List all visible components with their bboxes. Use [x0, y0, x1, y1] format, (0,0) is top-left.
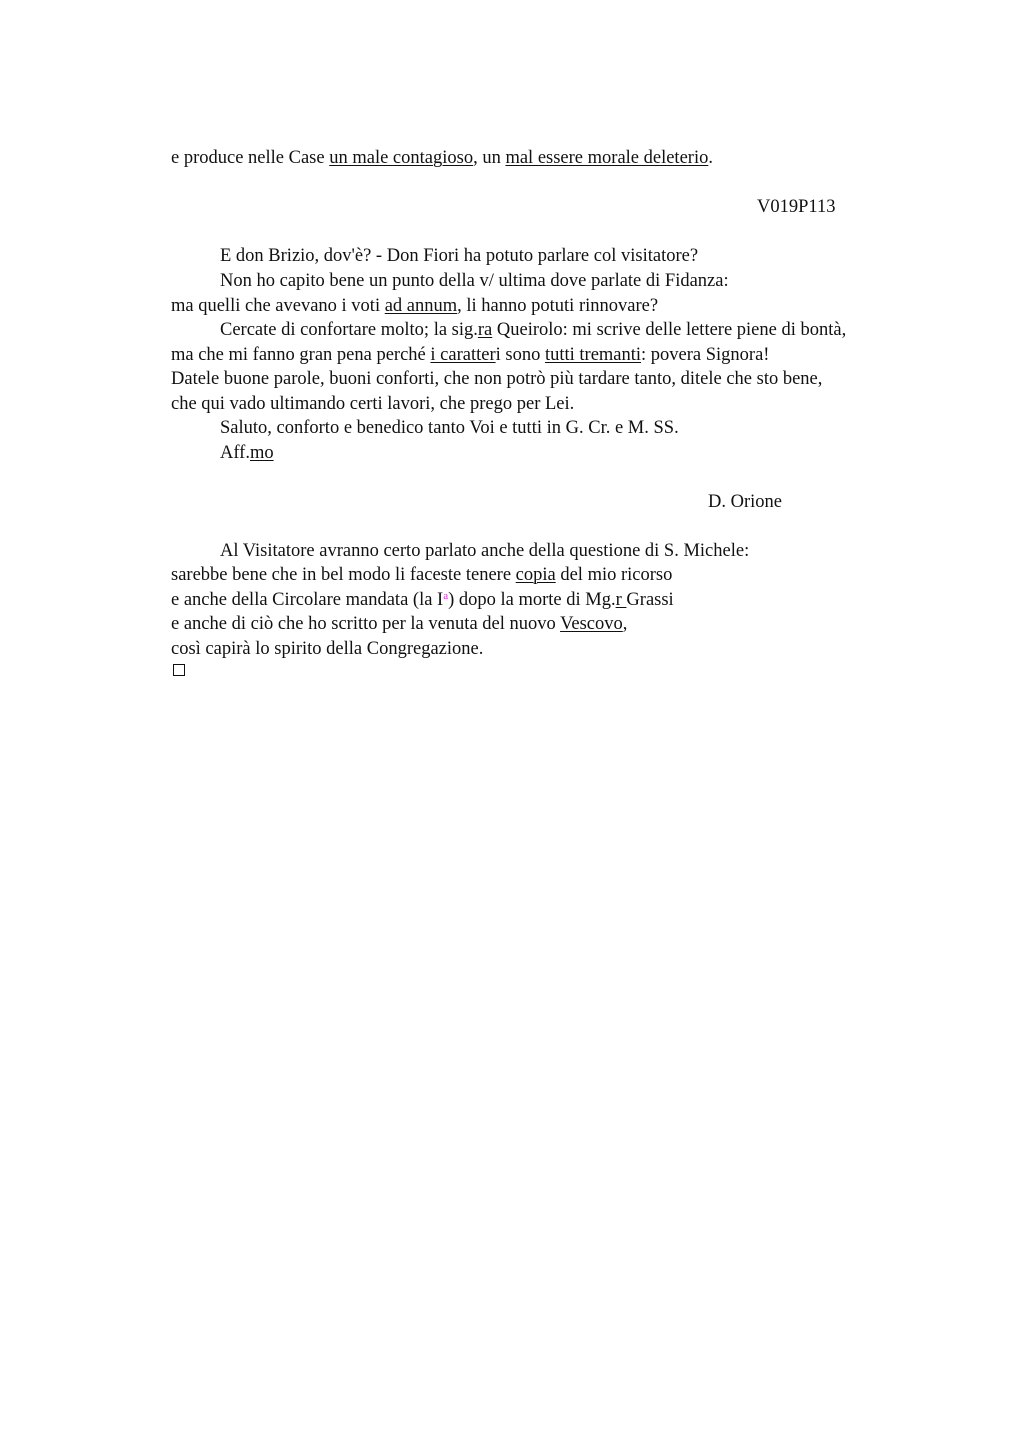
underlined-text: copia — [515, 565, 556, 585]
text-line: Datele buone parole, buoni conforti, che non potrò più tardare tanto, ditele che sto bene, — [171, 369, 823, 389]
text: ) dopo la morte di Mg. — [448, 590, 616, 610]
text: e anche di ciò che ho scritto per la venuta del nuovo — [171, 614, 561, 634]
text-line — [171, 588, 674, 612]
underlined-text: mal essere morale deleterio — [505, 148, 709, 168]
text-line: che qui vado ultimando certi lavori, che prego per Lei. — [171, 394, 575, 414]
underlined-text: i caratter — [430, 345, 496, 365]
text: , un — [473, 148, 506, 168]
text-line — [171, 146, 713, 170]
text-line: così capirà lo spirito della Congregazione. — [171, 639, 484, 659]
text: e anche della Circolare mandata (la I — [171, 590, 444, 610]
text: i sono — [495, 345, 545, 365]
underlined-text: mo — [249, 443, 274, 463]
underlined-text: r — [615, 590, 627, 610]
underlined-text: Vescovo — [560, 614, 623, 634]
text: , li hanno potuti rinnovare? — [457, 296, 659, 316]
underlined-text: tutti tremanti — [544, 345, 642, 365]
text-line — [171, 612, 627, 636]
text-line: Non ho capito bene un punto della v/ ultima dove parlate di Fidanza: — [220, 271, 729, 291]
superscript: a — [443, 590, 449, 602]
text: del mio ricorso — [555, 565, 673, 585]
text: Aff. — [220, 443, 250, 463]
text: . — [708, 148, 713, 168]
text: ma che mi fanno gran pena perché — [171, 345, 431, 365]
text: sarebbe bene che in bel modo li faceste tenere — [171, 565, 516, 585]
page-reference: V019P113 — [757, 197, 836, 217]
text: e produce nelle Case — [171, 148, 330, 168]
text-line: Al Visitatore avranno certo parlato anche della questione di S. Michele: — [220, 541, 750, 561]
text-line: E don Brizio, dov'è? - Don Fiori ha potuto parlare col visitatore? — [220, 246, 699, 266]
text-line — [220, 441, 274, 465]
text-line — [220, 318, 846, 342]
text-line — [171, 294, 658, 318]
signature: D. Orione — [708, 492, 782, 512]
text: , — [622, 614, 628, 634]
text-line — [171, 563, 672, 587]
text: : povera Signora! — [641, 345, 770, 365]
text: Queirolo: mi scrive delle lettere piene di bontà, — [492, 320, 847, 340]
underlined-text: ra — [477, 320, 493, 340]
text-line: Saluto, conforto e benedico tanto Voi e tutti in G. Cr. e M. SS. — [220, 418, 679, 438]
text: ma quelli che avevano i voti — [171, 296, 385, 316]
empty-box-glyph — [173, 664, 185, 676]
underlined-text: ad annum — [384, 296, 458, 316]
underlined-text: un male contagioso — [329, 148, 474, 168]
text: Cercate di confortare molto; la sig. — [220, 320, 478, 340]
text-line — [171, 343, 769, 367]
text: Grassi — [626, 590, 674, 610]
